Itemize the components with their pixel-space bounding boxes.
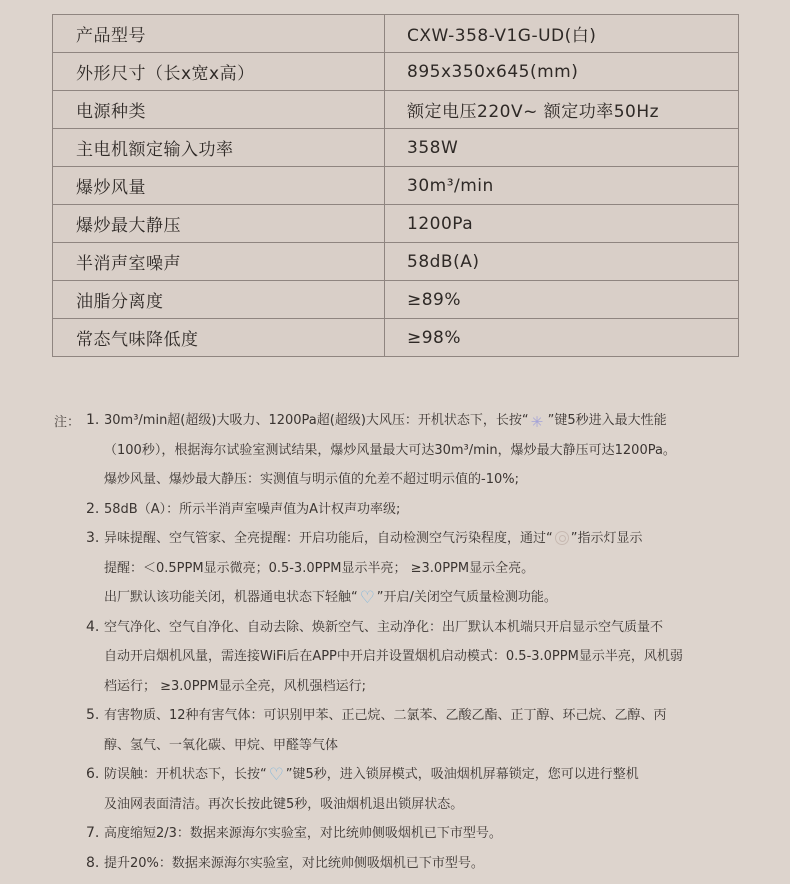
notes-list xyxy=(86,406,746,878)
note-number: 2. xyxy=(86,500,100,517)
spec-label: 半消声室噪声 xyxy=(53,243,385,281)
spec-value: 30m³/min xyxy=(385,167,739,205)
spec-value: ≥98% xyxy=(385,319,739,357)
note-number: 4. xyxy=(86,618,100,635)
note-2 xyxy=(86,495,746,525)
note-text: 爆炒风量、爆炒最大静压：实测值与明示值的允差不超过明示值的-10%; xyxy=(104,472,519,487)
spec-row xyxy=(53,319,739,357)
note-8 xyxy=(86,849,746,879)
note-3 xyxy=(86,524,746,613)
note-6 xyxy=(86,760,746,819)
spec-value: ≥89% xyxy=(385,281,739,319)
spec-label: 爆炒风量 xyxy=(53,167,385,205)
spec-row xyxy=(53,53,739,91)
note-text: 30m³/min超(超级)大吸力、1200Pa超(超级)大风压：开机状态下，长按“ xyxy=(104,413,529,428)
spec-row xyxy=(53,205,739,243)
spec-row xyxy=(53,129,739,167)
note-1 xyxy=(86,406,746,495)
spec-row xyxy=(53,243,739,281)
spec-label: 电源种类 xyxy=(53,91,385,129)
swirl-icon xyxy=(555,531,569,545)
note-text: （100秒），根据海尔试验室测试结果，爆炒风量最大可达30m³/min，爆炒最大静压可达1200Pa。 xyxy=(104,442,676,458)
note-text: 出厂默认该功能关闭，机器通电状态下轻触“ xyxy=(104,590,358,605)
spec-label: 外形尺寸（长x宽x高） xyxy=(53,53,385,91)
note-7 xyxy=(86,819,746,849)
note-text: ”指示灯显示 xyxy=(570,531,643,546)
note-text: ”键5秒，进入锁屏模式，吸油烟机屏幕锁定，您可以进行整机 xyxy=(285,767,639,782)
note-text: 空气净化、空气自净化、自动去除、焕新空气、主动净化：出厂默认本机端只开启显示空气质量不 xyxy=(104,619,664,635)
spec-label: 爆炒最大静压 xyxy=(53,205,385,243)
note-text: 58dB（A）：所示半消声室噪声值为A计权声功率级; xyxy=(104,501,401,517)
note-4 xyxy=(86,613,746,702)
spec-label: 主电机额定输入功率 xyxy=(53,129,385,167)
note-text: 异味提醒、空气管家、全亮提醒：开启功能后，自动检测空气污染程度，通过“ xyxy=(104,531,553,546)
note-5 xyxy=(86,701,746,760)
spec-table xyxy=(52,14,739,357)
spec-row xyxy=(53,15,739,53)
note-text: ”键5秒进入最大性能 xyxy=(547,413,667,428)
spec-value: 895x350x645(mm) xyxy=(385,53,739,91)
notes-label: 注： xyxy=(54,415,81,430)
spec-label: 常态气味降低度 xyxy=(53,319,385,357)
spec-row xyxy=(53,167,739,205)
note-text: 自动开启烟机风量，需连接WiFi后在APP中开启并设置烟机启动模式：0.5-3.0PPM显示半亮，风机弱 xyxy=(104,649,683,664)
note-number: 8. xyxy=(86,854,100,871)
note-number: 1. xyxy=(86,412,100,428)
spec-label: 油脂分离度 xyxy=(53,281,385,319)
note-number: 3. xyxy=(86,530,100,546)
note-number: 7. xyxy=(86,825,100,841)
spec-label: 产品型号 xyxy=(53,15,385,53)
spec-row xyxy=(53,91,739,129)
note-text: 档运行； ≥3.0PPM显示全亮，风机强档运行; xyxy=(104,678,366,694)
note-text: 醇、氢气、一氧化碳、甲烷、甲醛等气体 xyxy=(104,737,339,753)
note-text: 防误触：开机状态下，长按“ xyxy=(104,767,267,782)
spec-row xyxy=(53,281,739,319)
spec-value: 58dB(A) xyxy=(385,243,739,281)
heart-icon xyxy=(269,766,284,781)
spec-value: 1200Pa xyxy=(385,205,739,243)
spec-value: 额定电压220V~ 额定功率50Hz xyxy=(385,91,739,129)
note-text: 提醒：＜0.5PPM显示微亮；0.5-3.0PPM显示半亮； ≥3.0PPM显示全亮。 xyxy=(104,560,535,576)
note-text: 及油网表面清洁。再次长按此键5秒，吸油烟机退出锁屏状态。 xyxy=(104,796,464,812)
note-text: ”开启/关闭空气质量检测功能。 xyxy=(376,590,557,605)
fan-icon xyxy=(531,412,546,427)
note-text: 高度缩短2/3：数据来源海尔实验室，对比统帅侧吸烟机已下市型号。 xyxy=(104,826,502,841)
note-number: 5. xyxy=(86,707,100,723)
note-text: 有害物质、12种有害气体：可识别甲苯、正己烷、二氯苯、乙酸乙酯、正丁醇、环己烷、乙醇、丙 xyxy=(104,708,667,723)
spec-value: 358W xyxy=(385,129,739,167)
note-text: 提升20%：数据来源海尔实验室，对比统帅侧吸烟机已下市型号。 xyxy=(104,855,484,871)
note-number: 6. xyxy=(86,766,100,782)
spec-value: CXW-358-V1G-UD(白) xyxy=(385,15,739,53)
heart-icon xyxy=(360,589,375,604)
